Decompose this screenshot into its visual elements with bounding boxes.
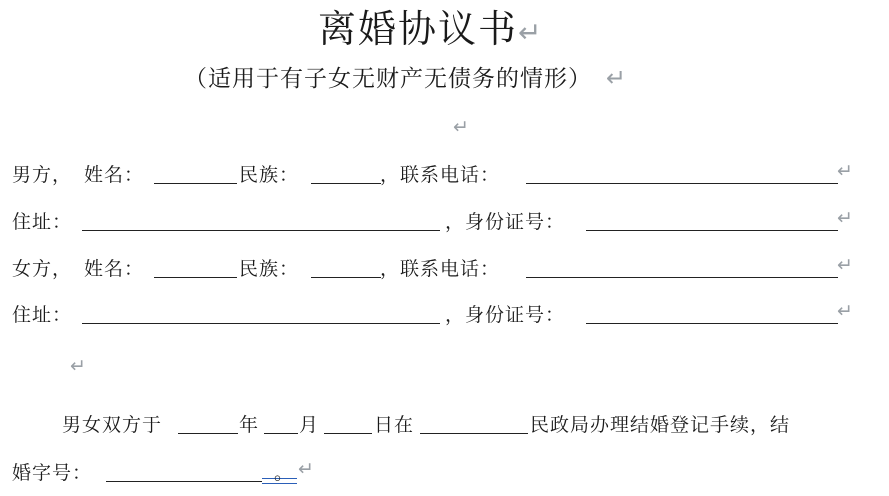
- marriage-month-field[interactable]: [264, 433, 298, 434]
- paragraph-mark: ↵: [837, 207, 854, 229]
- male-address-field[interactable]: [82, 230, 440, 231]
- male-id-field[interactable]: [586, 230, 838, 231]
- marriage-year-label: 年: [239, 414, 260, 436]
- male-ethnicity-field[interactable]: [311, 183, 381, 184]
- marriage-day-field[interactable]: [324, 433, 372, 434]
- female-party-label: 女方，: [12, 258, 73, 280]
- paragraph-mark: ↵: [298, 458, 315, 480]
- male-ethnicity-label: 民族：: [239, 164, 300, 186]
- paragraph-mark: ↵: [837, 254, 854, 276]
- female-address-label: 住址：: [12, 304, 73, 326]
- male-party-label: 男方，: [12, 164, 73, 186]
- male-phone-field[interactable]: [526, 183, 838, 184]
- male-phone-label: ，联系电话：: [380, 164, 501, 186]
- marriage-office-text: 民政局办理结婚登记手续，结: [530, 414, 791, 436]
- female-ethnicity-label: 民族：: [239, 258, 300, 280]
- marriage-month-label: 月: [299, 414, 320, 436]
- female-phone-field[interactable]: [526, 277, 838, 278]
- female-phone-label: ，联系电话：: [380, 258, 501, 280]
- female-name-field[interactable]: [154, 277, 237, 278]
- male-name-label: 姓名：: [84, 164, 145, 186]
- female-id-label: ，身份证号：: [445, 304, 566, 326]
- female-name-label: 姓名：: [84, 258, 145, 280]
- male-address-label: 住址：: [12, 211, 73, 233]
- marriage-office-field[interactable]: [420, 433, 528, 434]
- male-name-field[interactable]: [154, 183, 237, 184]
- male-id-label: ，身份证号：: [445, 211, 566, 233]
- marriage-intro: 男女双方于: [62, 414, 163, 436]
- female-ethnicity-field[interactable]: [311, 277, 381, 278]
- marriage-cert-field[interactable]: [106, 481, 262, 482]
- marriage-day-label: 日在: [374, 414, 415, 436]
- female-id-field[interactable]: [586, 323, 838, 324]
- document-title: 离婚协议书↵: [318, 7, 544, 51]
- paragraph-mark: ↵: [837, 160, 854, 182]
- paragraph-mark: ↵: [70, 355, 87, 377]
- marriage-year-field[interactable]: [178, 433, 238, 434]
- paragraph-mark: ↵: [837, 300, 854, 322]
- female-address-field[interactable]: [82, 323, 440, 324]
- sentence-end: 。: [274, 462, 295, 484]
- paragraph-mark: ↵: [453, 116, 470, 138]
- marriage-cert-label: 婚字号：: [12, 462, 93, 484]
- document-subtitle: （适用于有子女无财产无债务的情形） ↵: [184, 64, 628, 92]
